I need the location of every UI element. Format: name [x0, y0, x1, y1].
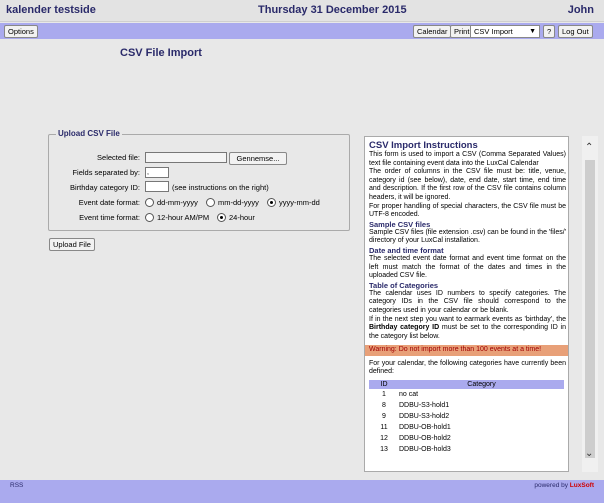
view-select[interactable] — [470, 25, 540, 38]
table-row: 8 DDBU-S3-hold1 — [382, 402, 450, 410]
rss-link[interactable]: RSS — [10, 482, 24, 489]
time-format-label: Event time format: — [79, 213, 140, 222]
warning-banner: Warning: Do not import more than 100 events at a time! — [365, 345, 569, 356]
datetime-format-text: The selected event date format and event time format on the left must match the format of the dates and times in the uploaded CSV file. — [369, 254, 566, 280]
logout-button[interactable]: Log Out — [558, 25, 593, 38]
sample-files-heading: Sample CSV files — [369, 219, 431, 229]
instructions-title: CSV Import Instructions — [369, 140, 478, 151]
options-button[interactable]: Options — [4, 25, 38, 38]
view-select-value: CSV Import — [474, 27, 513, 36]
nav-bar — [0, 23, 604, 39]
instructions-encoding: For proper handling of special characters, the CSV file must be UTF-8 encoded. — [369, 202, 566, 219]
current-date: Thursday 31 December 2015 — [258, 4, 407, 16]
table-row: 11 DDBU-OB-hold1 — [380, 424, 451, 432]
table-row: 12 DDBU-OB-hold2 — [380, 435, 451, 443]
print-button[interactable]: Print — [450, 25, 473, 38]
help-button[interactable]: ? — [543, 25, 555, 38]
time-format-radio-24h[interactable] — [217, 213, 226, 222]
calendar-button[interactable]: Calendar — [413, 25, 451, 38]
birthday-instruction: If in the next step you want to earmark events as 'birthday', the Birthday category ID must be set to the corresponding ID in the category list below. — [369, 315, 566, 340]
time-format-option: 24-hour — [229, 213, 255, 222]
browse-button[interactable]: Gennemse... — [229, 152, 287, 165]
chevron-down-icon[interactable]: ⌄ — [585, 448, 594, 459]
table-row: 9 DDBU-S3-hold2 — [382, 413, 450, 421]
upload-legend: Upload CSV File — [58, 129, 120, 138]
birthday-category-hint: (see instructions on the right) — [172, 183, 269, 192]
instructions-panel — [364, 136, 569, 472]
categories-text: The calendar uses ID numbers to specify categories. The category IDs in the CSV file should correspond to the categories used in your calendar or be blank. — [369, 289, 566, 314]
instructions-intro: This form is used to import a CSV (Comma Separated Values) text file containing event data into the LuxCal Calendar — [369, 151, 566, 167]
powered-by[interactable]: powered by LuxSoft — [534, 482, 594, 489]
date-format-radio-yyyymmdd[interactable] — [267, 198, 276, 207]
date-format-radio-mmddyyyy[interactable] — [206, 198, 215, 207]
sample-files-text: Sample CSV files (file extension .csv) can be found in the 'files/' directory of your LuxCal installation. — [369, 228, 566, 245]
separator-label: Fields separated by: — [72, 168, 140, 177]
table-header-category: Category — [399, 380, 564, 389]
chevron-down-icon: ▼ — [529, 28, 536, 35]
categories-heading: Table of Categories — [369, 280, 439, 290]
time-format-radio-12h[interactable] — [145, 213, 154, 222]
table-row: 13 DDBU-OB-hold3 — [380, 446, 451, 454]
table-row: 1 no cat — [382, 391, 419, 399]
top-bar — [0, 0, 604, 22]
page-scrollbar[interactable] — [582, 136, 598, 472]
separator-input[interactable]: , — [145, 167, 169, 178]
categories-table — [369, 380, 564, 455]
selected-file-label: Selected file: — [97, 153, 140, 162]
instructions-column-order: The order of columns in the CSV file must be: title, venue, category id (see below), date, end date, start time, end time and description. If the first row of the CSV file contains column headers, it will be ignored. — [369, 168, 566, 201]
footer-bar — [0, 480, 604, 503]
scrollbar-thumb[interactable] — [585, 160, 595, 458]
datetime-format-heading: Date and time format — [369, 245, 444, 255]
user-name: John — [567, 4, 594, 16]
chevron-up-icon[interactable]: ⌃ — [585, 142, 594, 153]
birthday-category-label: Birthday category ID: — [69, 183, 140, 192]
calendar-title: kalender testside — [6, 4, 96, 16]
table-header-id: ID — [369, 380, 399, 389]
defined-categories-text: For your calendar, the following categories have currently been defined: — [369, 359, 566, 376]
date-format-label: Event date format: — [78, 198, 140, 207]
selected-file-field[interactable] — [145, 152, 227, 163]
upload-file-button[interactable]: Upload File — [49, 238, 95, 251]
date-format-option: dd-mm-yyyy — [157, 198, 198, 207]
date-format-radio-ddmmyyyy[interactable] — [145, 198, 154, 207]
date-format-option: mm-dd-yyyy — [218, 198, 259, 207]
birthday-category-input[interactable] — [145, 181, 169, 192]
page-title: CSV File Import — [120, 47, 202, 59]
time-format-option: 12-hour AM/PM — [157, 213, 210, 222]
date-format-option: yyyy-mm-dd — [279, 198, 320, 207]
